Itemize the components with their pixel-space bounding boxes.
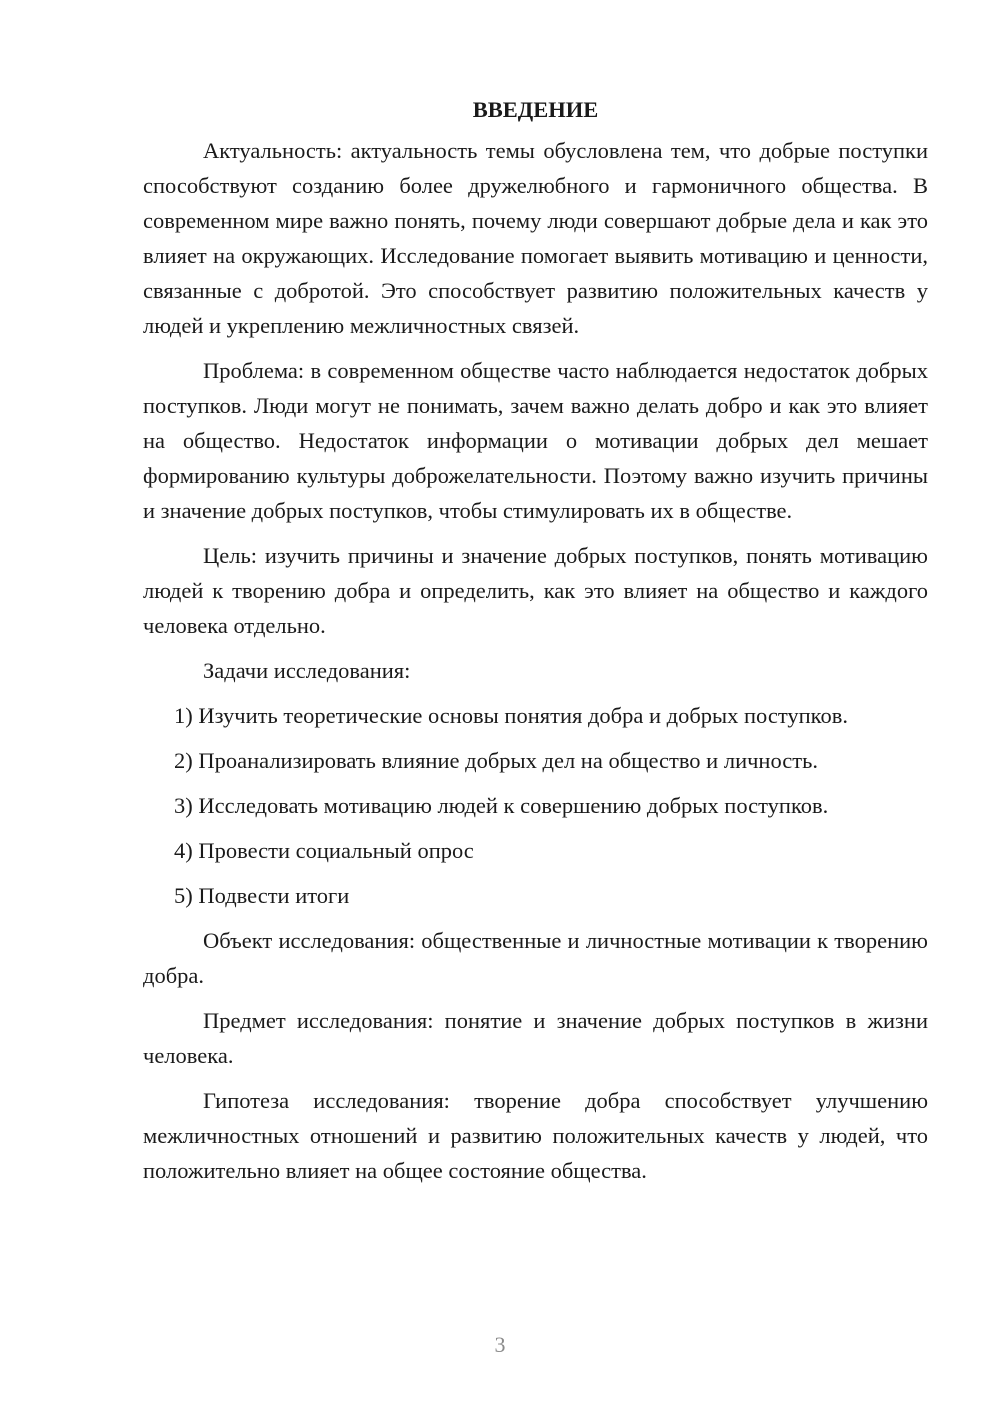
task-item: 4) Провести социальный опрос [174,838,474,863]
tasks-list [143,698,928,913]
subject-paragraph: Предмет исследования: понятие и значение добрых поступков в жизни человека. [143,1008,928,1068]
relevance-paragraph: Актуальность: актуальность темы обусловлена тем, что добрые поступки способствуют созданию более дружелюбного и гармоничного общества. В современном мире важно понять, почему люди совершают добрые дела и как это влияет на окружающих. Исследование помогает выявить мотивацию и ценности, связанные с добротой. Это способствует развитию положительных качеств у людей и укреплению межличностных связей. [143,138,928,338]
tasks-title: Задачи исследования: [203,658,411,683]
task-item: 5) Подвести итоги [174,883,350,908]
document-heading: ВВЕДЕНИЕ [472,97,599,122]
document-page [143,92,928,1198]
goal-paragraph: Цель: изучить причины и значение добрых поступков, понять мотивацию людей к творению добра и определить, как это влияет на общество и каждого человека отдельно. [143,543,928,638]
task-item: 3) Исследовать мотивацию людей к совершению добрых поступков. [174,793,829,818]
hypothesis-paragraph: Гипотеза исследования: творение добра способствует улучшению межличностных отношений и развитию положительных качеств у людей, что положительно влияет на общее состояние общества. [143,1088,928,1183]
problem-paragraph: Проблема: в современном обществе часто наблюдается недостаток добрых поступков. Люди могут не понимать, зачем важно делать добро и как это влияет на общество. Недостаток информации о мотивации добрых дел мешает формированию культуры доброжелательности. Поэтому важно изучить причины и значение добрых поступков, чтобы стимулировать их в обществе. [143,358,928,523]
page-number: 3 [494,1332,506,1357]
task-item: 1) Изучить теоретические основы понятия добра и добрых поступков. [174,703,848,728]
object-paragraph: Объект исследования: общественные и личностные мотивации к творению добра. [143,928,928,988]
task-item: 2) Проанализировать влияние добрых дел на общество и личность. [174,748,818,773]
